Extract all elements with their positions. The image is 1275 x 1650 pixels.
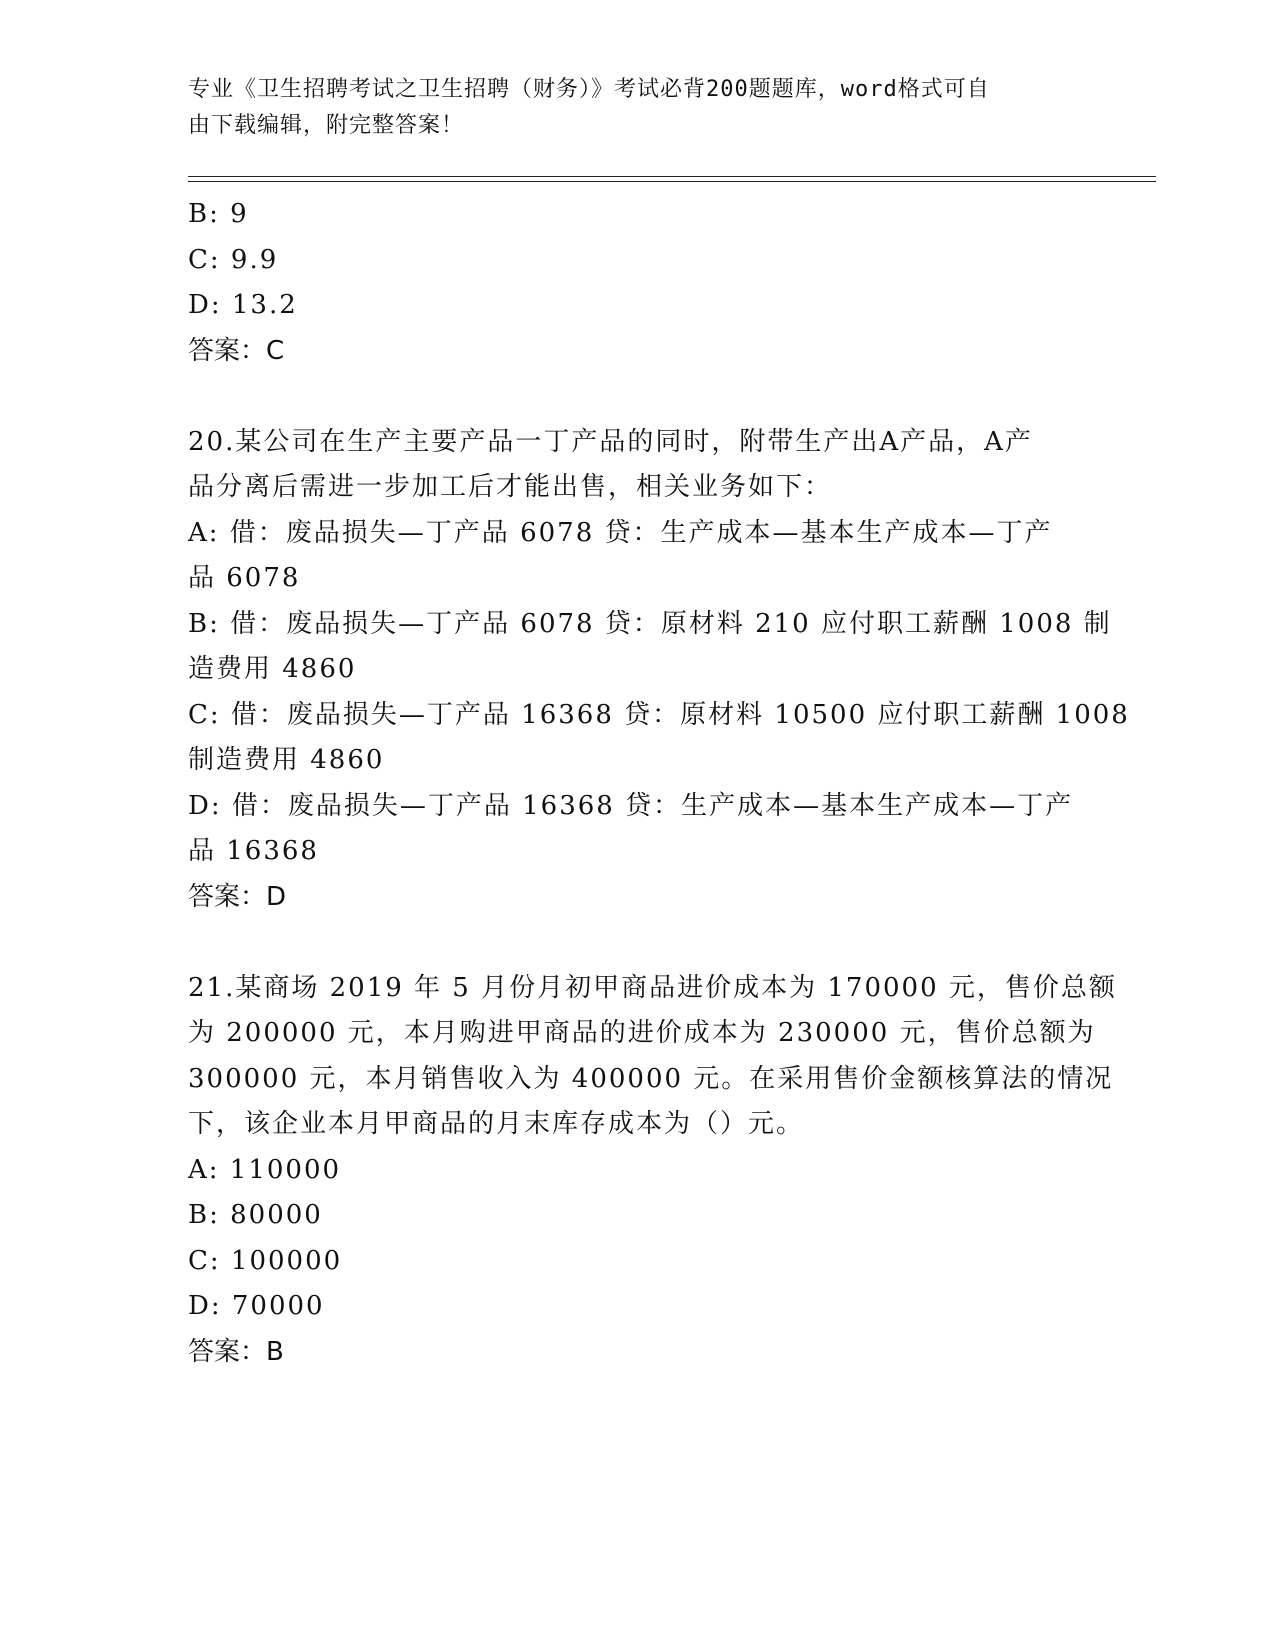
header-line-1: 专业《卫生招聘考试之卫生招聘（财务）》考试必背200题题库，word格式可自 <box>188 77 990 102</box>
q19-option-c: C: 9.9 <box>188 244 279 275</box>
q19-option-d: D: 13.2 <box>188 290 298 320</box>
q20-option-d-line-1: D: 借：废品损失—丁产品 16368 贷：生产成本—基本生产成本—丁产 <box>188 790 1074 821</box>
q21-option-a: A: 110000 <box>188 1154 342 1185</box>
q21-stem-line-2: 为 200000 元，本月购进甲商品的进价成本为 230000 元，售价总额为 <box>188 1018 1096 1048</box>
q20-option-b-line-2: 造费用 4860 <box>188 654 357 684</box>
spacer <box>188 374 1088 420</box>
q21-option-b: B: 80000 <box>188 1200 323 1230</box>
q21-answer: 答案：B <box>188 1336 284 1367</box>
q21-option-d: D: 70000 <box>188 1291 325 1321</box>
q21-stem-line-1: 21.某商场 2019 年 5 月份月初甲商品进价成本为 170000 元，售价总额 <box>188 972 1117 1003</box>
question-21 <box>188 966 1117 1376</box>
q19-option-b: B: 9 <box>188 199 249 229</box>
q20-stem-line-2: 品分离后需进一步加工后才能出售，相关业务如下： <box>188 472 833 502</box>
q21-stem-line-4: 下，该企业本月甲商品的月末库存成本为（）元。 <box>188 1109 805 1139</box>
q20-answer: 答案：D <box>188 881 287 912</box>
q21-option-c: C: 100000 <box>188 1245 343 1276</box>
spacer <box>188 920 1088 966</box>
header-line-2: 由下载编辑，附完整答案！ <box>188 113 465 138</box>
q20-option-d-line-2: 品 16368 <box>188 836 319 866</box>
q20-option-a-line-2: 品 6078 <box>188 563 301 593</box>
header-divider-top <box>188 176 1156 177</box>
q19-answer: 答案：C <box>188 335 285 366</box>
question-19-continuation <box>188 192 1088 374</box>
header-divider-bottom <box>188 181 1156 182</box>
q20-option-b-line-1: B: 借：废品损失—丁产品 6078 贷：原材料 210 应付职工薪酬 1008 制 <box>188 608 1112 639</box>
q20-option-c-line-2: 制造费用 4860 <box>188 745 385 775</box>
q20-option-c-line-1: C: 借：废品损失—丁产品 16368 贷：原材料 10500 应付职工薪酬 1008 <box>188 699 1130 730</box>
q20-option-a-line-1: A: 借：废品损失—丁产品 6078 贷：生产成本—基本生产成本—丁产 <box>188 517 1053 548</box>
question-20 <box>188 420 1130 921</box>
document-body <box>188 192 1130 1375</box>
q21-stem-line-3: 300000 元，本月销售收入为 400000 元。在采用售价金额核算法的情况 <box>188 1063 1114 1094</box>
q20-stem-line-1: 20.某公司在生产主要产品一丁产品的同时，附带生产出A产品，A产 <box>188 426 1033 457</box>
document-header <box>188 72 1068 144</box>
